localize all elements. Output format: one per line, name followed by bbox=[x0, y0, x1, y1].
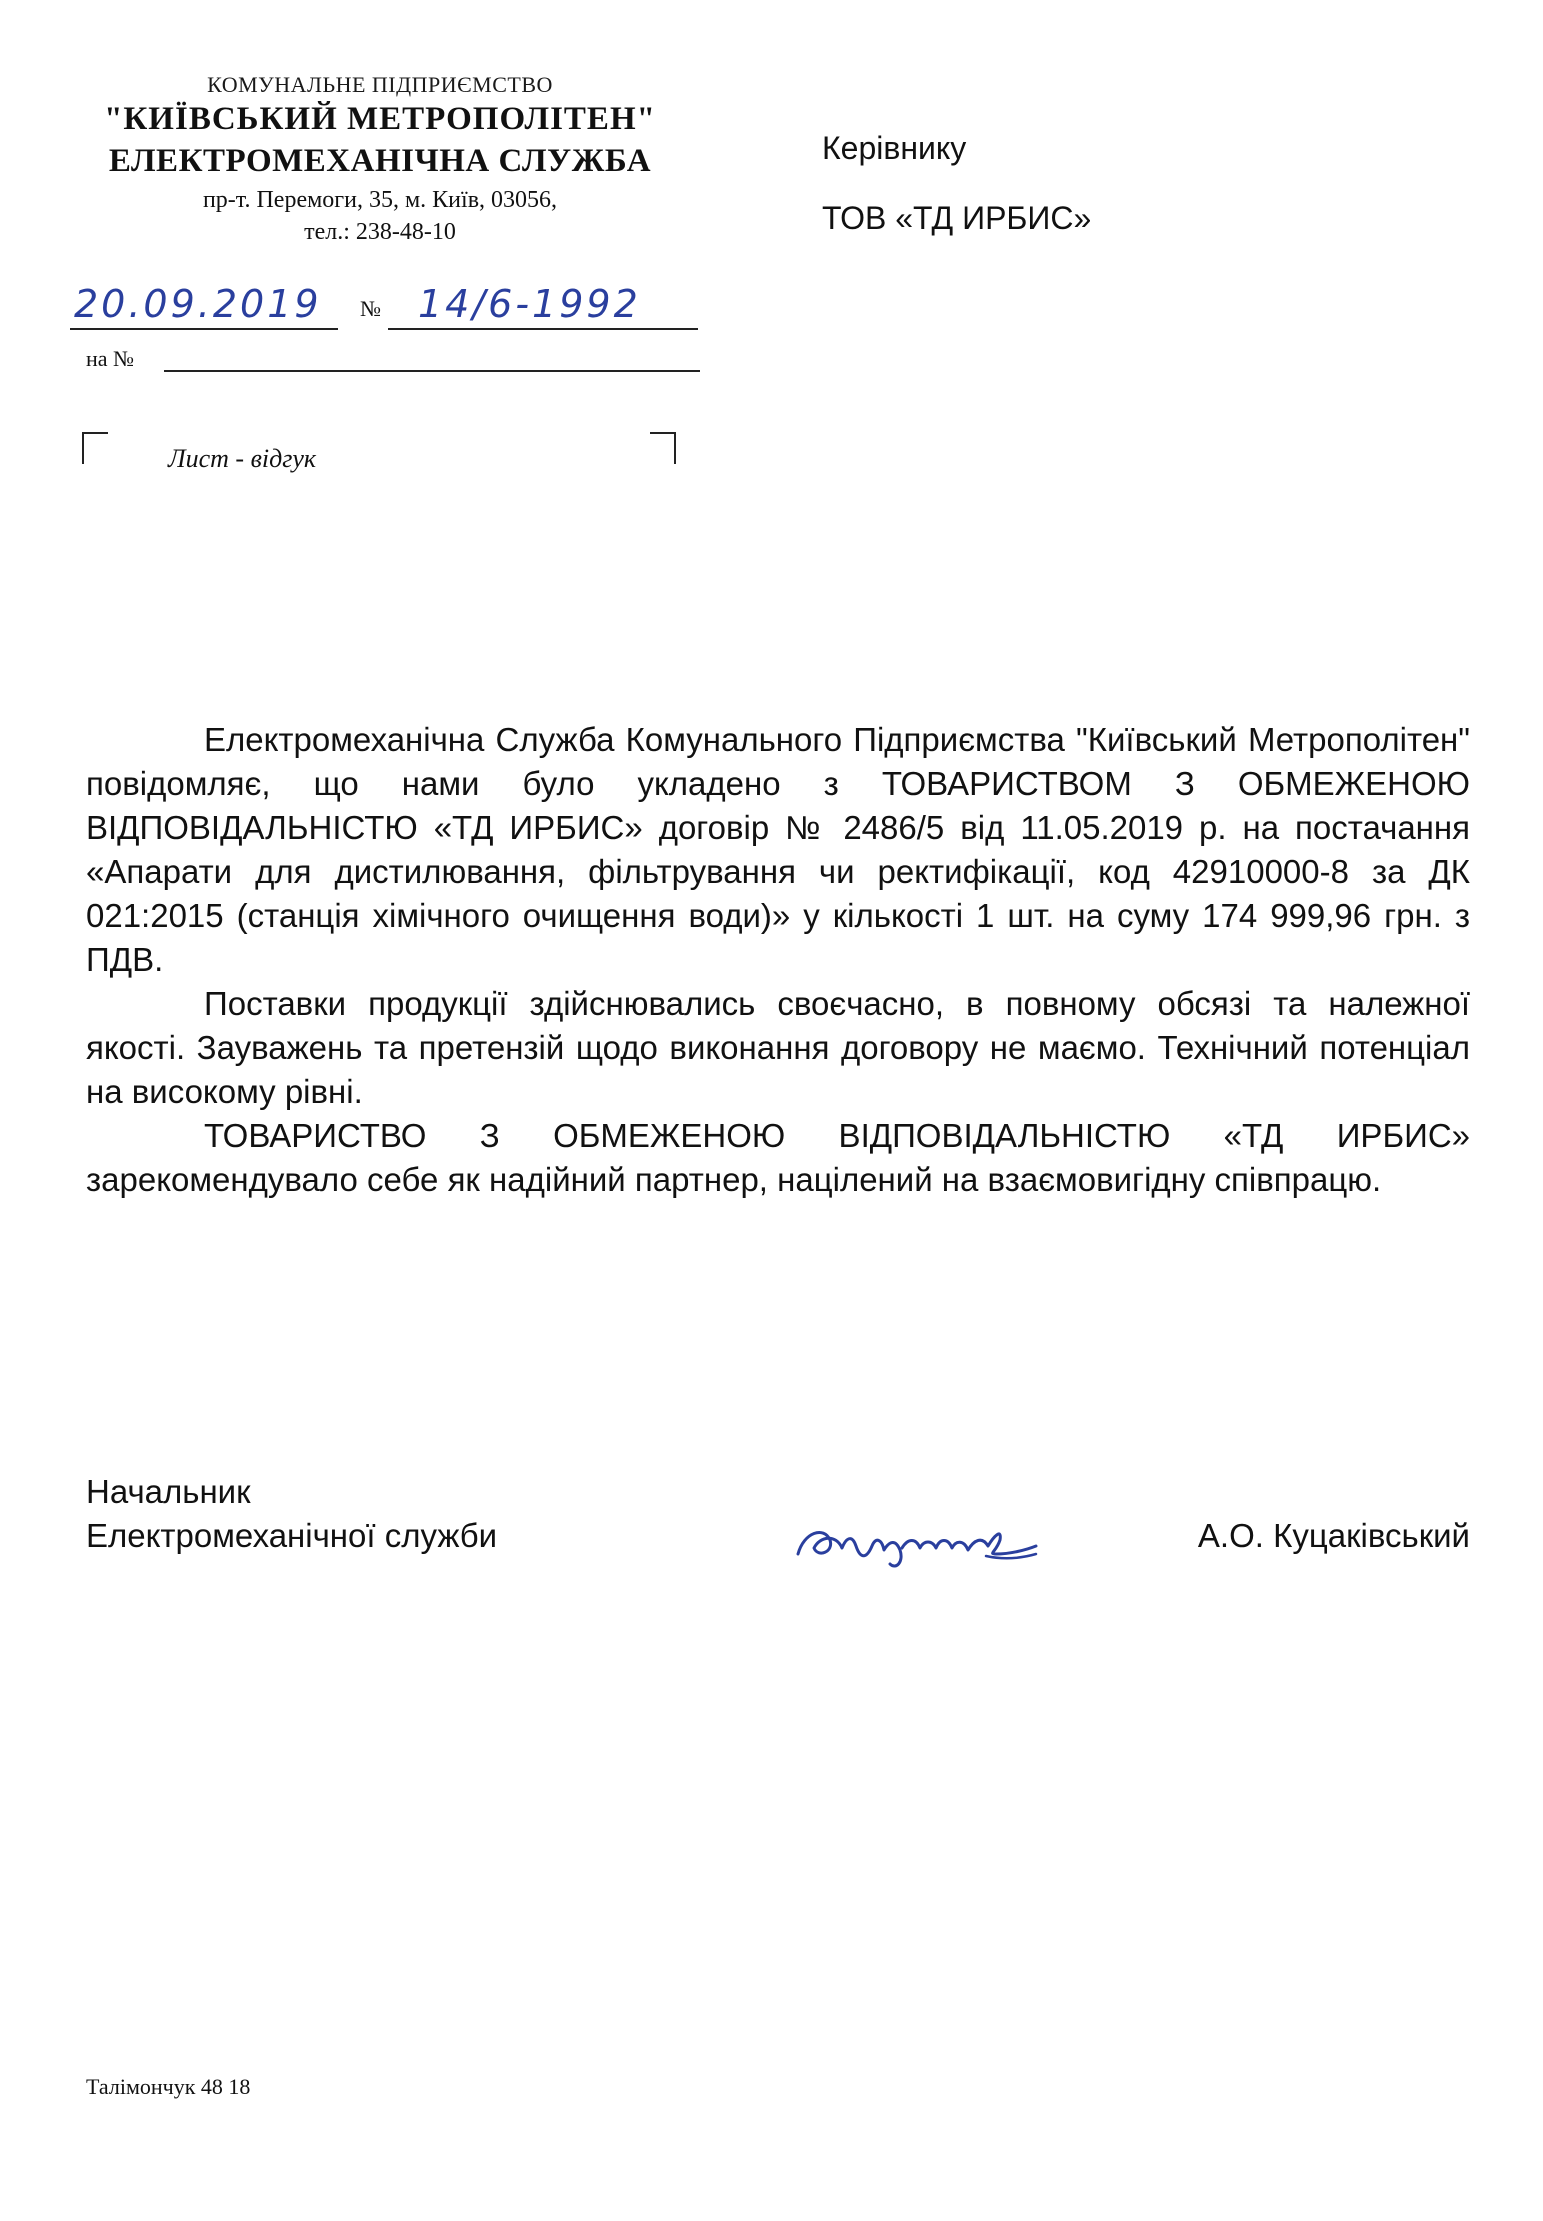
executor-note: Талімончук 48 18 bbox=[86, 2074, 251, 2099]
subject-bracket-right bbox=[650, 432, 676, 464]
addressee-position: Керівнику bbox=[822, 130, 967, 166]
addressee bbox=[822, 128, 1091, 238]
body-paragraph-3: ТОВАРИСТВО З ОБМЕЖЕНОЮ ВІДПОВІДАЛЬНІСТЮ «ТД ИРБИС» зарекомендувало себе як надійний партнер, націлений на взаємовигідну співпрацю. bbox=[86, 1117, 1470, 1198]
organization-address: пр-т. Перемоги, 35, м. Київ, 03056, bbox=[202, 186, 558, 213]
registration-date: 20.09.2019 bbox=[74, 282, 322, 326]
letter-body bbox=[86, 718, 1470, 1202]
registration-date-field bbox=[70, 282, 338, 330]
signatory-title-line1: Начальник bbox=[86, 1473, 251, 1510]
signature-block bbox=[86, 1470, 1470, 1570]
letter-subject: Лист - відгук bbox=[168, 444, 317, 473]
registration-row bbox=[70, 282, 700, 332]
reference-row bbox=[86, 340, 700, 380]
registration-number: 14/6-1992 bbox=[418, 282, 641, 326]
letterhead bbox=[70, 72, 690, 247]
department-name: ЕЛЕКТРОМЕХАНІЧНА СЛУЖБА bbox=[108, 142, 652, 179]
subject-row bbox=[82, 432, 676, 472]
registration-number-label: № bbox=[360, 296, 381, 321]
registration-number-field bbox=[388, 282, 698, 330]
reference-field bbox=[164, 370, 700, 372]
subject-bracket-left bbox=[82, 432, 108, 464]
handwritten-signature bbox=[790, 1506, 1040, 1576]
signatory-title-line2: Електромеханічної служби bbox=[86, 1517, 498, 1554]
signatory-name: А.О. Куцаківський bbox=[1197, 1517, 1470, 1554]
organization-phone: тел.: 238-48-10 bbox=[304, 219, 456, 246]
body-paragraph-1: Електромеханічна Служба Комунального Підприємства "Київський Метрополітен" повідомляє, що нами було укладено з ТОВАРИСТВОМ З ОБМЕЖЕНОЮ ВІДПОВІДАЛЬНІСТЮ «ТД ИРБИС» договір № 2486/5 від 11.05.2019 р. на постачання «Апарати для дистилювання, фільтрування чи ректифікації, код 42910000-8 за ДК 021:2015 (станція хімічного очищення води)» у кількості 1 шт. на суму 174 999,96 грн. з ПДВ. bbox=[86, 721, 1470, 978]
organization-name: "КИЇВСЬКИЙ МЕТРОПОЛІТЕН" bbox=[104, 101, 656, 138]
reference-label: на № bbox=[86, 346, 135, 371]
body-paragraph-2: Поставки продукції здійснювались своєчасно, в повному обсязі та належної якості. Зауважень та претензій щодо виконання договору не маємо. Технічний потенціал на високому рівні. bbox=[86, 985, 1470, 1110]
organization-type: КОМУНАЛЬНЕ ПІДПРИЄМСТВО bbox=[207, 72, 553, 97]
addressee-company: ТОВ «ТД ИРБИС» bbox=[822, 200, 1092, 236]
